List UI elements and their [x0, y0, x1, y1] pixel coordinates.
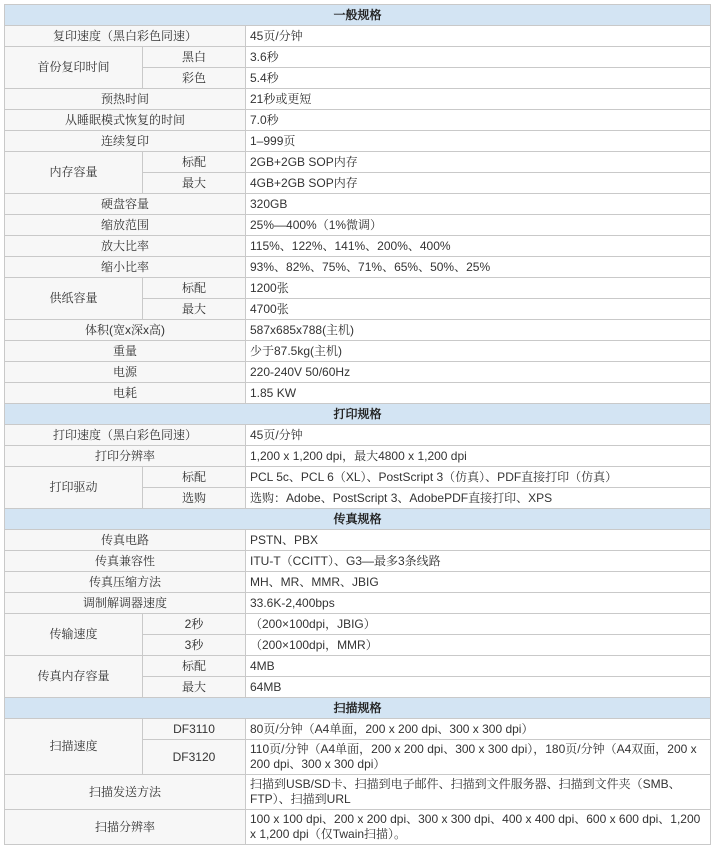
table-row: [5, 341, 711, 362]
spec-label: 传输速度: [5, 614, 143, 656]
spec-label: 缩小比率: [5, 257, 246, 278]
spec-label: 打印速度（黑白彩色同速）: [5, 425, 246, 446]
spec-value: 1,200 x 1,200 dpi，最大4800 x 1,200 dpi: [246, 446, 711, 467]
table-row: [5, 383, 711, 404]
spec-sublabel: 标配: [143, 656, 246, 677]
spec-value: 扫描到USB/SD卡、扫描到电子邮件、扫描到文件服务器、扫描到文件夹（SMB、FTP）、扫描到URL: [246, 775, 711, 810]
spec-value: （200×100dpi，MMR）: [246, 635, 711, 656]
spec-label: 调制解调器速度: [5, 593, 246, 614]
spec-value: 21秒或更短: [246, 89, 711, 110]
table-row: [5, 467, 711, 488]
section-header-row: [5, 404, 711, 425]
spec-label: 从睡眠模式恢复的时间: [5, 110, 246, 131]
spec-value: 587x685x788(主机): [246, 320, 711, 341]
spec-value: 93%、82%、75%、71%、65%、50%、25%: [246, 257, 711, 278]
spec-label: 放大比率: [5, 236, 246, 257]
section-title-general: 一般规格: [5, 5, 711, 26]
spec-value: 少于87.5kg(主机): [246, 341, 711, 362]
spec-label: 传真压缩方法: [5, 572, 246, 593]
spec-value: 320GB: [246, 194, 711, 215]
spec-sublabel: 选购: [143, 488, 246, 509]
table-row: [5, 110, 711, 131]
section-header-row: [5, 698, 711, 719]
table-row: [5, 26, 711, 47]
spec-label: 电耗: [5, 383, 246, 404]
spec-sublabel: 标配: [143, 467, 246, 488]
table-row: [5, 719, 711, 740]
spec-value: 80页/分钟（A4单面，200 x 200 dpi、300 x 300 dpi）: [246, 719, 711, 740]
spec-label: 扫描速度: [5, 719, 143, 775]
table-row: [5, 257, 711, 278]
spec-value: 选购：Adobe、PostScript 3、AdobePDF直接打印、XPS: [246, 488, 711, 509]
table-row: [5, 278, 711, 299]
table-row: [5, 152, 711, 173]
spec-sublabel: 黑白: [143, 47, 246, 68]
table-row: [5, 320, 711, 341]
spec-value: 25%—400%（1%微调）: [246, 215, 711, 236]
spec-value: 3.6秒: [246, 47, 711, 68]
spec-value: （200×100dpi，JBIG）: [246, 614, 711, 635]
spec-label: 内存容量: [5, 152, 143, 194]
table-row: [5, 810, 711, 845]
spec-value: 220-240V 50/60Hz: [246, 362, 711, 383]
table-row: [5, 593, 711, 614]
spec-sublabel: 3秒: [143, 635, 246, 656]
spec-label: 首份复印时间: [5, 47, 143, 89]
spec-value: 4MB: [246, 656, 711, 677]
spec-label: 打印分辨率: [5, 446, 246, 467]
spec-sublabel: 最大: [143, 173, 246, 194]
spec-label: 预热时间: [5, 89, 246, 110]
table-row: [5, 614, 711, 635]
spec-value: 45页/分钟: [246, 425, 711, 446]
spec-value: 33.6K-2,400bps: [246, 593, 711, 614]
spec-value: PSTN、PBX: [246, 530, 711, 551]
spec-value: 64MB: [246, 677, 711, 698]
spec-sublabel: DF3120: [143, 740, 246, 775]
spec-label: 连续复印: [5, 131, 246, 152]
spec-value: 2GB+2GB SOP内存: [246, 152, 711, 173]
spec-label: 传真兼容性: [5, 551, 246, 572]
spec-label: 扫描发送方法: [5, 775, 246, 810]
spec-value: 1–999页: [246, 131, 711, 152]
spec-label: 打印驱动: [5, 467, 143, 509]
spec-sublabel: 最大: [143, 677, 246, 698]
spec-value: PCL 5c、PCL 6（XL）、PostScript 3（仿真）、PDF直接打印（仿真）: [246, 467, 711, 488]
table-row: [5, 425, 711, 446]
spec-label: 传真电路: [5, 530, 246, 551]
spec-sublabel: 标配: [143, 152, 246, 173]
spec-value: 45页/分钟: [246, 26, 711, 47]
section-title-scan: 扫描规格: [5, 698, 711, 719]
spec-value: 100 x 100 dpi、200 x 200 dpi、300 x 300 dpi、400 x 400 dpi、600 x 600 dpi、1,200 x 1,200 dpi（仅Twain扫描）。: [246, 810, 711, 845]
table-row: [5, 194, 711, 215]
spec-value: 110页/分钟（A4单面，200 x 200 dpi、300 x 300 dpi），180页/分钟（A4双面，200 x 200 dpi、300 x 300 dpi）: [246, 740, 711, 775]
spec-label: 重量: [5, 341, 246, 362]
spec-sublabel: 彩色: [143, 68, 246, 89]
spec-sublabel: DF3110: [143, 719, 246, 740]
table-row: [5, 572, 711, 593]
table-row: [5, 131, 711, 152]
section-title-print: 打印规格: [5, 404, 711, 425]
table-row: [5, 215, 711, 236]
spec-label: 供纸容量: [5, 278, 143, 320]
table-row: [5, 551, 711, 572]
spec-value: ITU-T（CCITT）、G3—最多3条线路: [246, 551, 711, 572]
table-row: [5, 236, 711, 257]
spec-value: 1200张: [246, 278, 711, 299]
spec-sublabel: 最大: [143, 299, 246, 320]
spec-label: 缩放范围: [5, 215, 246, 236]
section-header-row: [5, 5, 711, 26]
spec-label: 扫描分辨率: [5, 810, 246, 845]
spec-label: 电源: [5, 362, 246, 383]
section-header-row: [5, 509, 711, 530]
spec-sublabel: 2秒: [143, 614, 246, 635]
spec-table: [4, 4, 711, 845]
table-row: [5, 89, 711, 110]
table-row: [5, 47, 711, 68]
section-title-fax: 传真规格: [5, 509, 711, 530]
spec-value: 5.4秒: [246, 68, 711, 89]
spec-value: MH、MR、MMR、JBIG: [246, 572, 711, 593]
table-row: [5, 362, 711, 383]
table-row: [5, 656, 711, 677]
spec-sublabel: 标配: [143, 278, 246, 299]
spec-label: 传真内存容量: [5, 656, 143, 698]
spec-value: 115%、122%、141%、200%、400%: [246, 236, 711, 257]
spec-label: 体积(宽x深x高): [5, 320, 246, 341]
spec-label: 复印速度（黑白彩色同速）: [5, 26, 246, 47]
spec-value: 4700张: [246, 299, 711, 320]
table-row: [5, 446, 711, 467]
spec-label: 硬盘容量: [5, 194, 246, 215]
spec-value: 1.85 KW: [246, 383, 711, 404]
table-row: [5, 775, 711, 810]
spec-value: 4GB+2GB SOP内存: [246, 173, 711, 194]
spec-value: 7.0秒: [246, 110, 711, 131]
table-row: [5, 530, 711, 551]
